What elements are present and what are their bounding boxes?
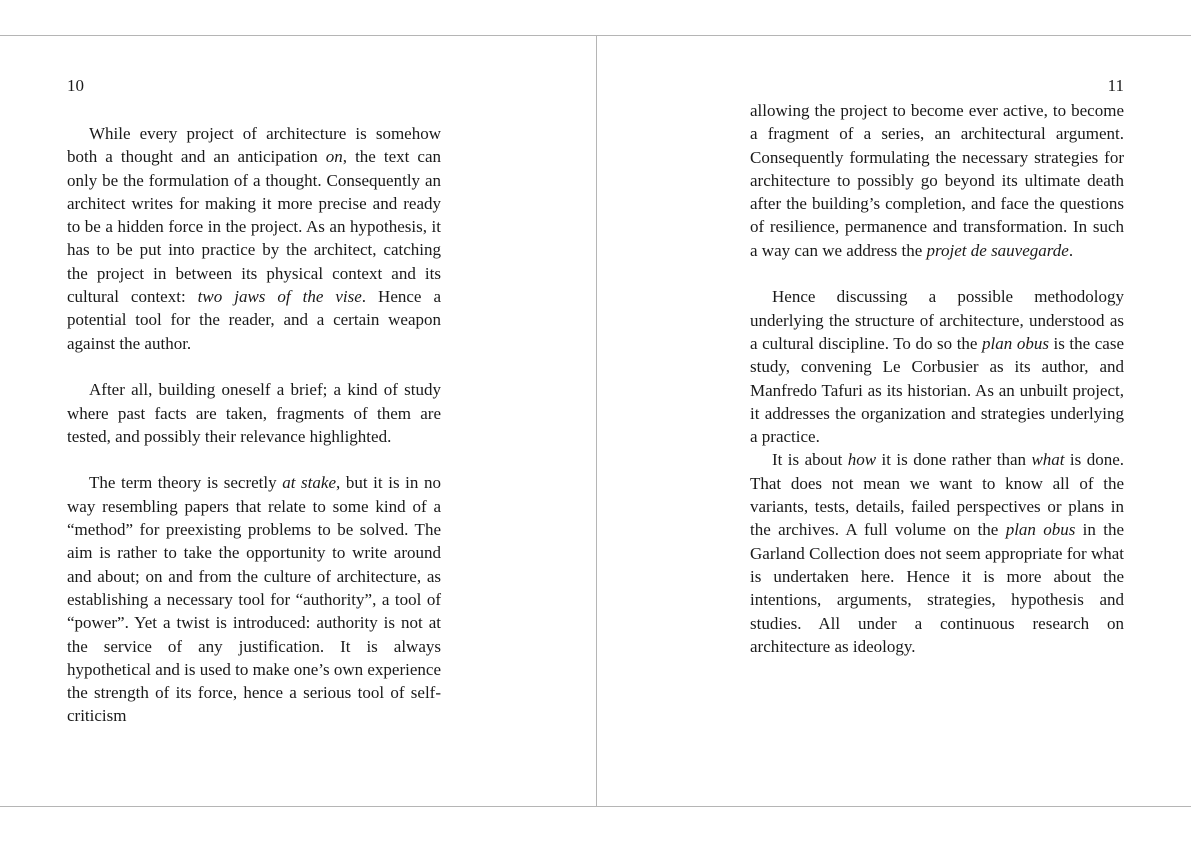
- italic-text: on: [325, 147, 343, 167]
- italic-text: plan obus: [1005, 520, 1076, 540]
- italic-text: what: [1031, 450, 1065, 470]
- italic-text: plan obus: [982, 333, 1049, 353]
- paragraph: Hence discussing a possible methodology underlying the structure of architecture, understood as a cultural discipline. To do so the plan obus is the case study, convening Le Corbusier as its author, and Manfredo Tafuri as its historian. As an unbuilt project, it addresses the organization and strategies underlying a practice.: [750, 287, 1125, 447]
- paragraph: After all, building oneself a brief; a kind of study where past facts are taken, fragments of them are tested, and possibly their relevance highlighted.: [67, 380, 441, 446]
- page-number-left: 10: [67, 76, 84, 95]
- right-page-body: [750, 99, 1124, 658]
- page-number-right: 11: [1107, 76, 1124, 95]
- left-page-body: [67, 122, 441, 728]
- italic-text: how: [847, 450, 877, 470]
- italic-text: at stake: [282, 473, 336, 493]
- book-spread: [0, 35, 1191, 807]
- paragraph: While every project of architecture is somehow both a thought and an anticipation on, the text can only be the formulation of a thought. Consequently an architect writes for making it more precise and ready to be a hidden force in the project. As an hypothesis, it has to be put into practice by the architect, catching the project in between its physical context and its cultural context: two jaws of the vise. Hence a potential tool for the reader, and a certain weapon against the author.: [67, 124, 441, 353]
- italic-text: two jaws of the vise: [197, 287, 362, 307]
- paragraph: It is about how it is done rather than what is done. That does not mean we want to know all of the variants, tests, details, failed perspectives or plans in the archives. A full volume on the plan obus in the Garland Collection does not seem appropriate for what is undertaken here. Hence it is more about the intentions, arguments, strategies, hypothesis and studies. All under a continuous research on architecture as ideology.: [750, 450, 1124, 656]
- right-page: [597, 36, 1191, 806]
- paragraph: The term theory is secretly at stake, but it is in no way resembling papers that relate to some kind of a “method” for preexisting problems to be solved. The aim is rather to take the opportunity to write around and about; on and from the culture of architecture, as establishing a necessary tool for “authority”, a tool of “power”. Yet a twist is introduced: authority is not at the service of any justification. It is always hypothetical and is used to make one’s own experience the strength of its force, hence a serious tool of self-criticism: [67, 473, 441, 726]
- left-page: [0, 36, 596, 806]
- italic-text: projet de sauvegarde: [926, 240, 1069, 260]
- paragraph: allowing the project to become ever active, to become a fragment of a series, an architectural argument. Consequently formulating the necessary strategies for architecture to possibly go beyond its ultimate death after the building’s completion, and face the questions of resilience, permanence and transformation. In such a way can we address the projet de sauvegarde.: [750, 101, 1124, 260]
